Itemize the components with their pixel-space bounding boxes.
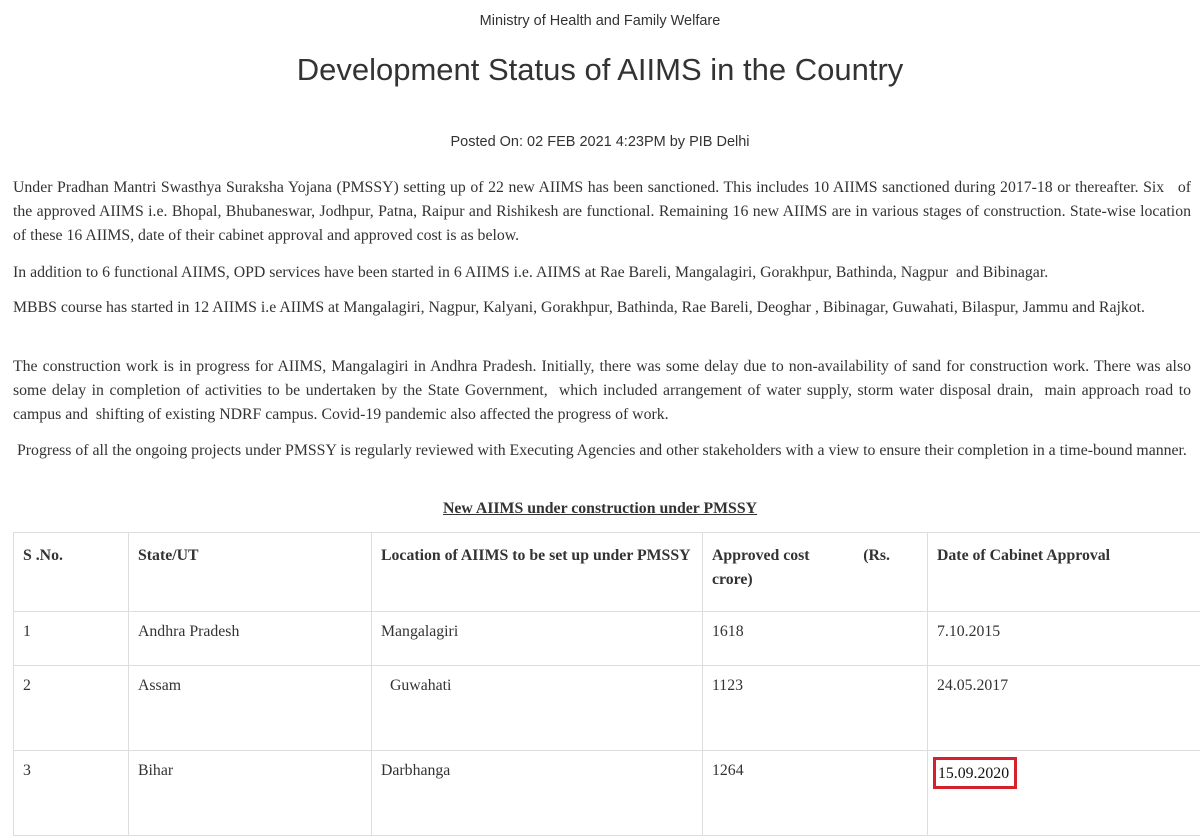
cell-sno: 3 [14, 751, 129, 836]
table-header-row [14, 533, 1200, 612]
highlighted-date-box: 15.09.2020 [933, 757, 1017, 789]
cell-state: Andhra Pradesh [129, 612, 372, 666]
cell-cost: 1123 [703, 666, 928, 751]
cell-date: 7.10.2015 [928, 612, 1200, 666]
cell-location [372, 666, 703, 751]
cell-cost: 1618 [703, 612, 928, 666]
header-cost-label: Approved cost [712, 547, 810, 564]
cell-location: Mangalagiri [372, 612, 703, 666]
table-row [14, 751, 1200, 836]
cell-state: Bihar [129, 751, 372, 836]
cell-cost: 1264 [703, 751, 928, 836]
table-title: New AIIMS under construction under PMSSY [442, 500, 758, 517]
ministry-name: Ministry of Health and Family Welfare [479, 13, 721, 29]
cell-location-text: Guwahati [390, 677, 452, 694]
header-date: Date of Cabinet Approval [928, 533, 1200, 612]
cell-location: Darbhanga [372, 751, 703, 836]
cell-date: 24.05.2017 [928, 666, 1200, 751]
table-row [14, 666, 1200, 751]
header-location: Location of AIIMS to be set up under PMSSY [372, 533, 703, 612]
header-approved-cost [703, 533, 928, 612]
cell-sno: 1 [14, 612, 129, 666]
page-title: Development Status of AIIMS in the Country [296, 52, 904, 87]
header-sno: S .No. [14, 533, 129, 612]
cell-date [928, 751, 1200, 836]
aiims-table [13, 532, 1200, 836]
paragraph-opd-services: In addition to 6 functional AIIMS, OPD services have been started in 6 AIIMS i.e. AIIMS at Rae Bareli, Mangalagiri, Gorakhpur, Bathinda, Nagpur and Bibinagar. [13, 264, 1049, 281]
header-state: State/UT [129, 533, 372, 612]
header-cost-unit-open: (Rs. [863, 547, 890, 564]
posted-on: Posted On: 02 FEB 2021 4:23PM by PIB Delhi [450, 134, 750, 150]
paragraph-mbbs-course: MBBS course has started in 12 AIIMS i.e AIIMS at Mangalagiri, Nagpur, Kalyani, Gorakhpur, Bathinda, Rae Bareli, Deoghar , Bibinagar, Guwahati, Bilaspur, Jammu and Rajkot. [13, 299, 1145, 316]
paragraph-pmssy-overview: Under Pradhan Mantri Swasthya Suraksha Yojana (PMSSY) setting up of 22 new AIIMS has been sanctioned. This includes 10 AIIMS sanctioned during 2017-18 or thereafter. Six of the approved AIIMS i.e. Bhopal, Bhubaneswar, Jodhpur, Patna, Raipur and Rishikesh are functional. Remaining 16 new AIIMS are in various stages of construction. State-wise location of these 16 AIIMS, date of their cabinet approval and approved cost is as below. [13, 179, 1191, 244]
header-cost-unit-close: crore) [712, 571, 753, 588]
cell-sno: 2 [14, 666, 129, 751]
paragraph-mangalagiri-construction: The construction work is in progress for AIIMS, Mangalagiri in Andhra Pradesh. Initially, there was some delay due to non-availability of sand for construction work. There was also some delay in completion of activities to be undertaken by the State Government, which included arrangement of water supply, storm water disposal drain, main approach road to campus and shifting of existing NDRF campus. Covid-19 pandemic also affected the progress of work. [13, 358, 1191, 423]
cell-state: Assam [129, 666, 372, 751]
table-row [14, 612, 1200, 666]
paragraph-progress-review: Progress of all the ongoing projects under PMSSY is regularly reviewed with Executing Agencies and other stakeholders with a view to ensure their completion in a time-bound manner. [17, 442, 1187, 459]
